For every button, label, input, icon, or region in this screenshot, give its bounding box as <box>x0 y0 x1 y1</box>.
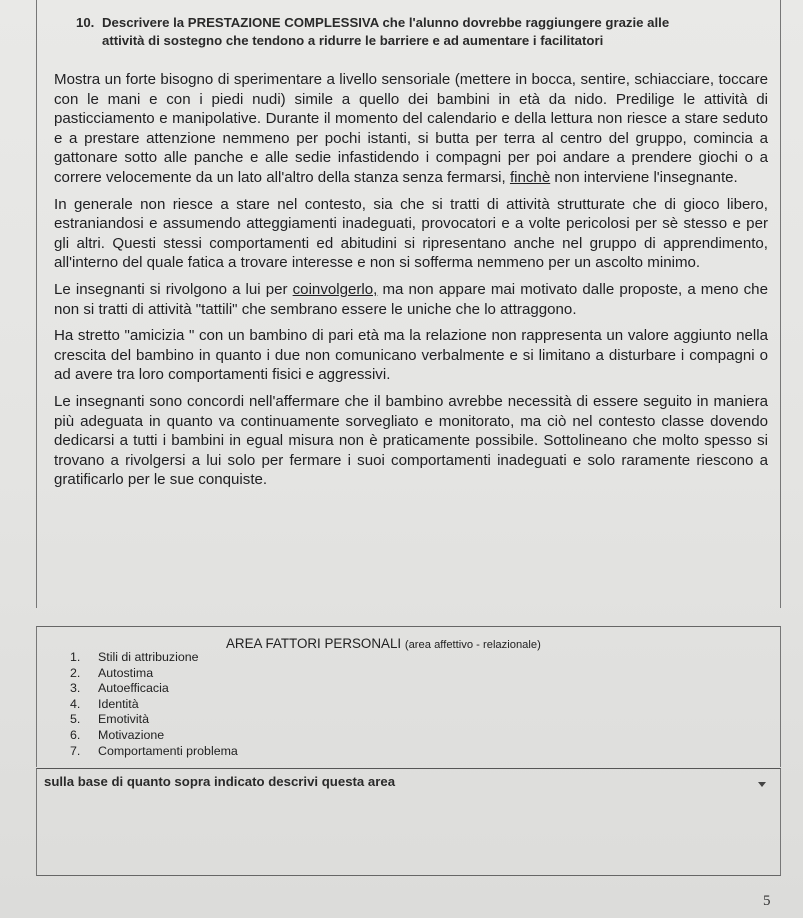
list-item <box>70 728 238 744</box>
item-number: 3. <box>70 681 81 696</box>
area-subtitle: (area affettivo - relazionale) <box>404 639 541 651</box>
item-label: Autoefficacia <box>98 681 169 696</box>
item-number: 4. <box>70 696 81 711</box>
question-heading <box>76 14 776 50</box>
paragraph-2: In generale non riesce a stare nel contesto, sia che si tratti di attività strutturate che di gioco libero, estraniandosi e assumendo atteggiamenti inadeguati, provocatori e a volte pericolosi per sè stesso e per gli altri. Questi stessi comportamenti ed abitudini si ripresentano anche nel gruppo di apprendimento, all'interno del quale fatica a trovare interesse e non si sofferma nemmeno per un ascolto minimo. <box>54 195 768 272</box>
item-label: Motivazione <box>98 727 165 742</box>
item-number: 1. <box>70 650 81 664</box>
item-number: 5. <box>70 712 81 727</box>
question-line-2: attività di sostegno che tendono a ridurre le barriere e ad aumentare i facilitatori <box>102 33 604 48</box>
item-number: 2. <box>70 665 81 680</box>
item-label: Comportamenti problema <box>98 743 238 758</box>
dropdown-button[interactable] <box>757 780 767 790</box>
description-prompt: sulla base di quanto sopra indicato descrivi questa area <box>44 774 396 789</box>
item-label: Stili di attribuzione <box>98 650 199 664</box>
description-input[interactable] <box>44 790 775 874</box>
underlined-word: coinvolgerlo, <box>292 280 378 298</box>
area-title-text: AREA FATTORI PERSONALI <box>226 636 402 651</box>
item-number: 6. <box>70 727 81 742</box>
paragraph-1 <box>54 70 768 188</box>
list-item <box>70 712 238 728</box>
chevron-down-icon <box>758 782 766 788</box>
item-label: Emotività <box>98 712 149 727</box>
paragraph-3-tail: ma non appare mai motivato dalle proposte, a meno che non si tratti di attività "tattili" che sembrano essere le uniche che lo attraggono. <box>54 280 768 318</box>
item-label: Identità <box>98 696 139 711</box>
item-label: Autostima <box>98 665 154 680</box>
paragraph-1-tail: non interviene l'insegnante. <box>554 168 738 186</box>
area-title <box>226 636 746 651</box>
factor-list <box>70 650 238 759</box>
paragraph-3-head: Le insegnanti si rivolgono a lui per <box>54 280 288 298</box>
paragraph-5: Le insegnanti sono concordi nell'affermare che il bambino avrebbe necessità di essere seguito in maniera più adeguata in quanto va continuamente sorvegliato e monitorato, ma ciò nel contesto classe dovendo dedicarsi a tutti i bambini in egual misura non è praticamente possibile. Sottolineano che molto spesso si trovano a rivolgersi a lui solo per fermare i suoi comportamenti inadeguati e solo raramente riescono a gratificarlo per le sue conquiste. <box>54 392 768 489</box>
question-line-1: Descrivere la PRESTAZIONE COMPLESSIVA che l'alunno dovrebbe raggiungere grazie alle <box>102 15 670 30</box>
answer-text <box>54 70 768 497</box>
list-item <box>70 744 238 760</box>
underlined-word: finchè <box>509 168 551 186</box>
list-item <box>70 650 238 666</box>
list-item <box>70 681 238 697</box>
question-number: 10. <box>76 15 95 30</box>
list-item <box>70 666 238 682</box>
paragraph-1-text: Mostra un forte bisogno di sperimentare a livello sensoriale (mettere in bocca, sentire, schiacciare, toccare con le mani e con i piedi nudi) simile a quello dei bambini in età da nido. Predilige le attività di pasticciamento e manipolative. Durante il momento del calendario e della lettura non riesce a stare seduto e a prestare attenzione nemmeno per pochi istanti, si butta per terra al centro del gruppo, comincia a gattonare sotto alle panche e alle sedie infastidendo i compagni per poi andare a prendere giochi o a correre velocemente da un lato all'altro della stanza senza fermarsi, <box>54 71 768 186</box>
page-number: 5 <box>763 893 771 909</box>
item-number: 7. <box>70 743 81 758</box>
paragraph-4: Ha stretto "amicizia " con un bambino di pari età ma la relazione non rappresenta un valore aggiunto nella crescita del bambino in quanto i due non comunicano verbalmente e si limitano a disturbare i compagni o ad avere tra loro comportamenti fisici e aggressivi. <box>54 327 768 384</box>
paragraph-3 <box>54 280 768 319</box>
list-item <box>70 697 238 713</box>
